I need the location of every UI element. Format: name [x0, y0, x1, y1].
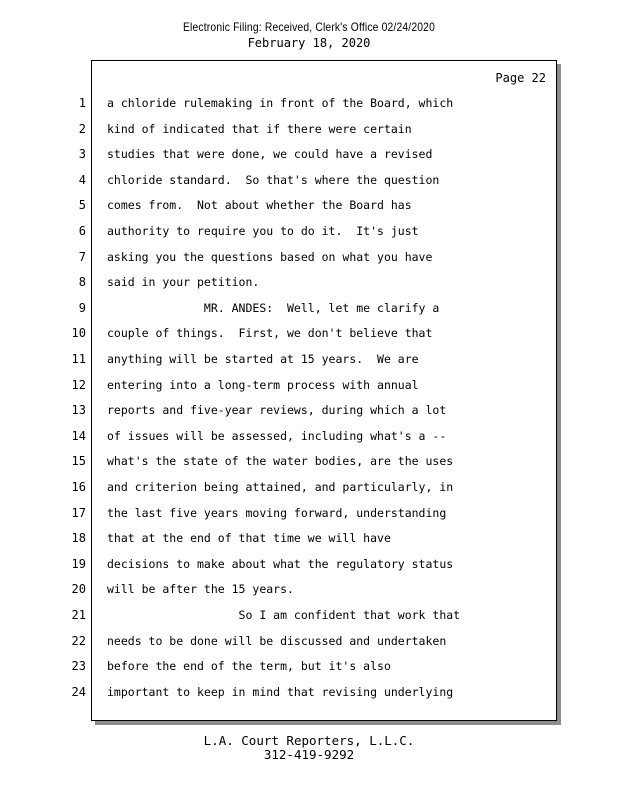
line-text: needs to be done will be discussed and undertaken — [107, 633, 447, 648]
line-number: 10 — [71, 326, 86, 341]
line-text: said in your petition. — [107, 275, 260, 290]
transcript-line — [0, 197, 618, 223]
line-number: 6 — [78, 224, 86, 238]
transcript-line — [0, 581, 618, 607]
line-text: the last five years moving forward, understanding — [107, 505, 447, 520]
line-text: decisions to make about what the regulatory status — [107, 556, 454, 571]
line-text: studies that were done, we could have a revised — [107, 147, 433, 162]
line-text: what's the state of the water bodies, are the uses — [107, 454, 454, 469]
line-number: 9 — [78, 300, 86, 315]
line-number: 23 — [71, 659, 86, 674]
line-text: kind of indicated that if there were certain — [107, 121, 412, 136]
transcript-date: February 18, 2020 — [247, 36, 371, 50]
line-number: 20 — [71, 582, 86, 597]
line-number: 5 — [78, 198, 86, 213]
line-number: 4 — [78, 172, 86, 187]
reporter-company: L.A. Court Reporters, L.L.C. — [203, 733, 415, 748]
line-text: So I am confident that work that — [107, 608, 461, 622]
line-number: 16 — [71, 480, 86, 494]
transcript-line — [0, 453, 618, 479]
line-text: and criterion being attained, and particularly, in — [107, 480, 454, 494]
line-text: chloride standard. So that's where the question — [107, 172, 440, 187]
line-text: that at the end of that time we will have — [107, 531, 391, 546]
line-number: 18 — [71, 531, 86, 546]
line-number: 19 — [71, 556, 86, 571]
transcript-line — [0, 325, 618, 351]
line-number: 12 — [71, 377, 86, 392]
transcript-line — [0, 95, 618, 121]
transcript-line — [0, 121, 618, 147]
line-number: 1 — [78, 96, 86, 110]
transcript-line — [0, 377, 618, 403]
reporter-phone: 312-419-9292 — [263, 747, 355, 762]
transcript-line — [0, 249, 618, 275]
transcript-line — [0, 479, 618, 505]
footer — [0, 734, 618, 762]
filing-stamp: Electronic Filing: Received, Clerk's Office 02/24/2020 — [182, 20, 435, 34]
transcript-line — [0, 300, 618, 326]
line-number: 14 — [71, 428, 86, 443]
line-text: comes from. Not about whether the Board has — [107, 198, 412, 213]
line-number: 7 — [78, 249, 86, 264]
line-text: important to keep in mind that revising underlying — [107, 684, 454, 699]
line-number: 2 — [78, 121, 86, 136]
line-text: a chloride rulemaking in front of the Board, which — [107, 96, 454, 110]
transcript-line — [0, 505, 618, 531]
line-number: 24 — [71, 684, 86, 699]
transcript-line — [0, 428, 618, 454]
transcript-line — [0, 172, 618, 198]
transcript-line — [0, 658, 618, 684]
line-number: 8 — [78, 275, 86, 290]
transcript-line — [0, 607, 618, 633]
transcript-line — [0, 402, 618, 428]
line-number: 3 — [78, 147, 86, 162]
transcript-line — [0, 351, 618, 377]
line-number: 21 — [71, 608, 86, 622]
line-number: 13 — [71, 403, 86, 418]
transcript-line — [0, 684, 618, 710]
line-number: 11 — [71, 352, 86, 366]
transcript-line — [0, 146, 618, 172]
line-text: couple of things. First, we don't believe that — [107, 326, 433, 341]
transcript-line — [0, 530, 618, 556]
line-number: 15 — [71, 454, 86, 469]
transcript-line — [0, 223, 618, 249]
line-text: before the end of the term, but it's also — [107, 659, 391, 674]
line-text: anything will be started at 15 years. We are — [107, 352, 419, 366]
line-text: MR. ANDES: Well, let me clarify a — [107, 300, 440, 315]
page-number: Page 22 — [495, 71, 546, 85]
line-text: of issues will be assessed, including what's a -- — [107, 428, 447, 443]
transcript-line — [0, 274, 618, 300]
line-number: 17 — [71, 505, 86, 520]
line-text: asking you the questions based on what you have — [107, 249, 433, 264]
line-text: will be after the 15 years. — [107, 582, 294, 597]
transcript-line — [0, 633, 618, 659]
transcript-line — [0, 556, 618, 582]
line-text: authority to require you to do it. It's just — [107, 224, 419, 238]
line-number: 22 — [71, 633, 86, 648]
line-text: entering into a long-term process with annual — [107, 377, 419, 392]
line-text: reports and five-year reviews, during which a lot — [107, 403, 447, 418]
